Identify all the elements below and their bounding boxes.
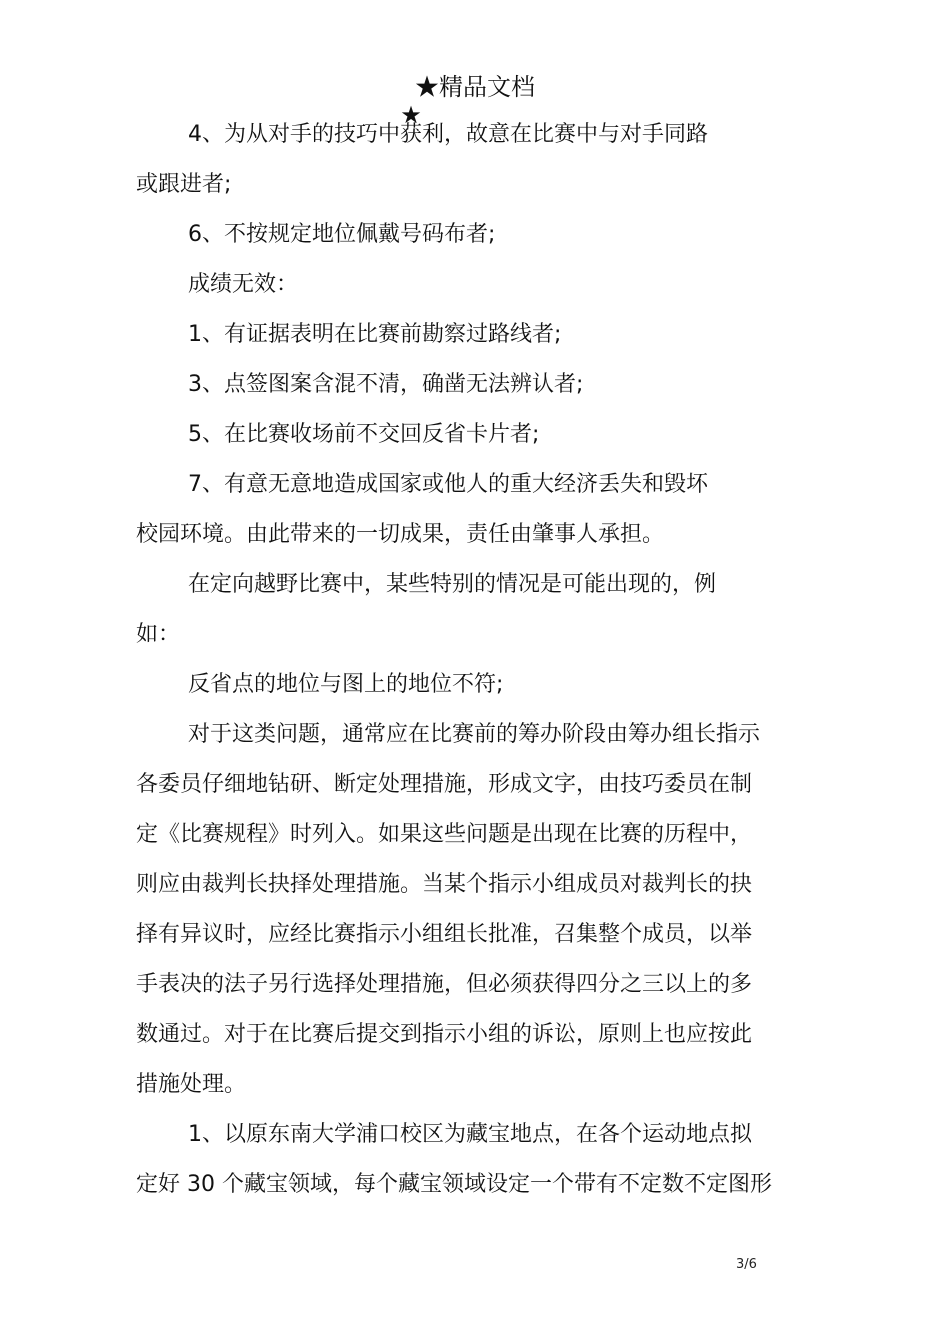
text-line: 则应由裁判长抉择处理措施。当某个指示小组成员对裁判长的抉	[136, 872, 753, 897]
text-line: 在定向越野比赛中，某些特别的情况是可能出现的，例	[188, 572, 717, 597]
text-line: 数通过。对于在比赛后提交到指示小组的诉讼，原则上也应按此	[136, 1022, 753, 1047]
text-line: 6、不按规定地位佩戴号码布者;	[188, 222, 496, 247]
text-line: 措施处理。	[136, 1072, 247, 1097]
document-header-title: ★精品文档	[415, 73, 535, 101]
text-line: 或跟进者;	[136, 172, 232, 197]
text-line: 择有异议时，应经比赛指示小组组长批准，召集整个成员，以举	[136, 922, 753, 947]
star-icon: ★	[400, 101, 422, 129]
text-line: 4、为从对手的技巧中获利，故意在比赛中与对手同路	[188, 122, 708, 147]
text-line: 校园环境。由此带来的一切成果，责任由肇事人承担。	[136, 522, 665, 547]
text-line: 成绩无效：	[188, 272, 299, 297]
text-line: 7、有意无意地造成国家或他人的重大经济丢失和毁坏	[188, 472, 708, 497]
text-line: 反省点的地位与图上的地位不符;	[188, 672, 504, 697]
page-number: 3/6	[736, 1257, 757, 1272]
text-line: 1、有证据表明在比赛前勘察过路线者;	[188, 322, 562, 347]
text-line: 手表决的法子另行选择处理措施，但必须获得四分之三以上的多	[136, 972, 753, 997]
text-line: 对于这类问题，通常应在比赛前的筹办阶段由筹办组长指示	[188, 722, 761, 747]
text-line: 定好 30 个藏宝领域，每个藏宝领域设定一个带有不定数不定图形	[136, 1172, 772, 1197]
text-line: 1、以原东南大学浦口校区为藏宝地点，在各个运动地点拟	[188, 1122, 752, 1147]
text-line: 如：	[136, 622, 181, 647]
text-line: 5、在比赛收场前不交回反省卡片者;	[188, 422, 540, 447]
text-line: 定《比赛规程》时列入。如果这些问题是出现在比赛的历程中，	[136, 822, 753, 847]
text-line: 3、点签图案含混不清，确凿无法辨认者;	[188, 372, 584, 397]
text-line: 各委员仔细地钻研、断定处理措施，形成文字，由技巧委员在制	[136, 772, 753, 797]
